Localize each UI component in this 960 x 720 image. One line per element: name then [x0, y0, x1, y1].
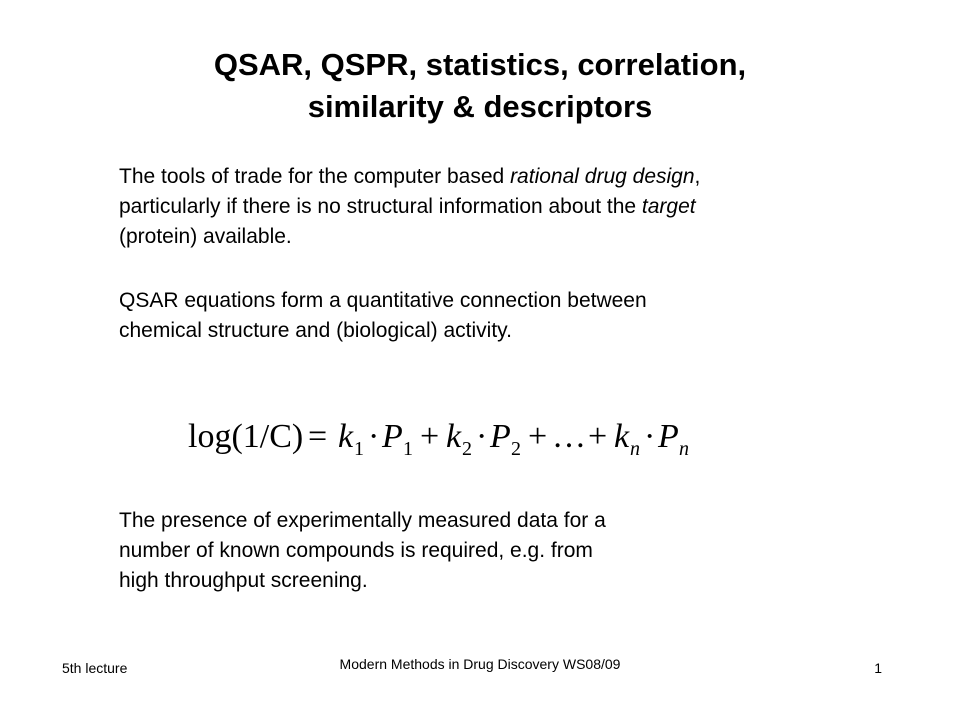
equation-p1-subscript: 1	[403, 438, 413, 460]
footer-page-number: 1	[874, 660, 882, 676]
equation-plus-3: +	[588, 418, 608, 455]
paragraph1-italic-rational-drug-design: rational drug design	[510, 165, 695, 188]
paragraph1-italic-target: target	[641, 195, 696, 218]
equation-p2: P	[490, 418, 511, 455]
title-line-1: QSAR, QSPR, statistics, correlation,	[213, 47, 747, 82]
paragraph1-line-1-text: The tools of trade for the computer based	[119, 165, 511, 188]
equation-dot-2: ·	[476, 418, 488, 455]
equation-dot-1: ·	[368, 418, 380, 455]
equation-pn: P	[658, 418, 679, 455]
paragraph1-line-1	[119, 162, 700, 192]
footer-lecture-label: 5th lecture	[62, 660, 128, 676]
equation-k2-subscript: 2	[462, 438, 472, 460]
paragraph2-line-1: QSAR equations form a quantitative connection between	[119, 289, 647, 312]
paragraph1-line-3: (protein) available.	[119, 225, 292, 248]
paragraph2-line-2: chemical structure and (biological) activity.	[119, 319, 512, 342]
equation-p1: P	[382, 418, 403, 455]
paragraph-tools-of-trade	[119, 162, 700, 252]
equation-equals: =	[308, 418, 328, 455]
paragraph1-line-1-comma: ,	[694, 165, 701, 188]
paragraph3-line-1: The presence of experimentally measured data for a	[119, 509, 606, 532]
equation-k2: k	[446, 418, 462, 455]
equation-ellipsis: …	[552, 418, 586, 455]
equation-dot-n: ·	[644, 418, 656, 455]
equation-pn-subscript: n	[679, 438, 689, 460]
title-line-2: similarity & descriptors	[307, 89, 653, 124]
footer-course-title: Modern Methods in Drug Discovery WS08/09	[339, 656, 621, 672]
equation-plus-2: +	[528, 418, 548, 455]
slide-title	[80, 44, 880, 128]
equation-kn: k	[614, 418, 630, 455]
paragraph-experimental-data	[119, 506, 606, 596]
paragraph-qsar-equations	[119, 286, 647, 346]
qsar-equation	[180, 405, 700, 465]
paragraph3-line-2: number of known compounds is required, e.g. from	[119, 539, 593, 562]
equation-p2-subscript: 2	[511, 438, 521, 460]
equation-lhs: log(1/C)	[188, 418, 304, 455]
equation-k1-subscript: 1	[354, 438, 364, 460]
paragraph1-line-2	[119, 192, 700, 222]
equation-plus-1: +	[420, 418, 440, 455]
equation-k1: k	[338, 418, 354, 455]
paragraph1-line-2-text: particularly if there is no structural information about the	[119, 195, 642, 218]
equation-kn-subscript: n	[630, 438, 640, 460]
paragraph3-line-3: high throughput screening.	[119, 569, 368, 592]
